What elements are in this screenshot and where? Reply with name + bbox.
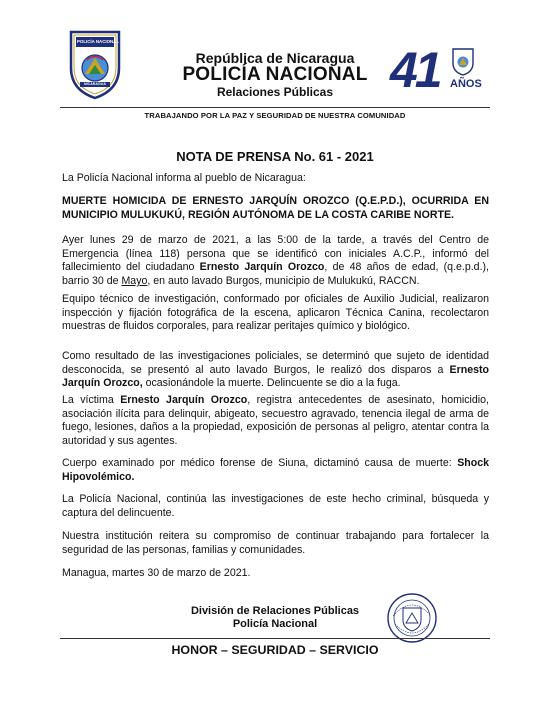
signature-line-2: Policía Nacional: [232, 618, 318, 630]
dateline: Managua, martes 30 de marzo de 2021.: [62, 567, 251, 579]
anniversary-logo: [390, 44, 486, 104]
logo-text-bottom: NICARAGUA: [84, 82, 106, 86]
official-seal-stamp: [386, 592, 438, 644]
header-institution: POLICÍA NACIONAL: [182, 64, 368, 85]
header-republic: República de Nicaragua: [195, 50, 355, 66]
header-department: Relaciones Públicas: [216, 85, 334, 99]
paragraph-5: [62, 457, 489, 484]
p4-text-a: La víctima: [62, 394, 121, 406]
paragraph-4: [62, 394, 489, 449]
header-rule: [60, 107, 490, 108]
anniversary-shield-icon: [452, 48, 474, 76]
victim-name: Ernesto Jarquín Orozco: [120, 394, 248, 406]
headline: MUERTE HOMICIDA DE ERNESTO JARQUÍN OROZCO (Q.E.P.D.), OCURRIDA EN MUNICIPIO MULUKUKÚ, REGIÓN AUTÓNOMA DE LA COSTA CARIBE NORTE.: [62, 195, 489, 221]
p4-text-b: , registra antecedentes de asesinato, homicidio, asociación ilícita para delinquir, abigeato, secuestro agravado, tenencia ilegal de arma de fuego, lesiones, daños a la propiedad, exposición de personas al peligro, atentar contra la autoridad y sus agentes.: [62, 394, 489, 448]
policia-nacional-shield-logo: [68, 28, 122, 100]
mayo-link[interactable]: Mayo: [121, 275, 148, 288]
victim-name: Ernesto Jarquín Orozco: [199, 261, 325, 274]
p3-text-a: Como resultado de las investigaciones policiales, se determinó que sujeto de identidad desconocida, se presentó al auto lavado Burgos, le realizó dos disparos a: [62, 350, 489, 376]
logo-text-top: POLICÍA NACIONAL: [77, 39, 120, 44]
p5-text-a: Cuerpo examinado por médico forense de Siuna, dictaminó causa de muerte:: [62, 457, 458, 469]
cause-of-death: Shock Hipovolémico.: [62, 457, 489, 483]
victim-name: Ernesto Jarquín Orozco,: [62, 363, 489, 390]
intro-paragraph: La Policía Nacional informa al pueblo de Nicaragua:: [62, 172, 306, 184]
p3-text-b: ocasionándole la muerte. Delincuente se dio a la fuga.: [142, 377, 401, 390]
anniversary-number: 41: [390, 42, 440, 98]
press-release-title: NOTA DE PRENSA No. 61 - 2021: [176, 149, 374, 164]
anniversary-word: AÑOS: [450, 78, 482, 90]
paragraph-1: [62, 234, 489, 289]
footer-motto: HONOR – SEGURIDAD – SERVICIO: [171, 643, 379, 657]
footer-rule: [60, 638, 490, 639]
paragraph-7: Nuestra institución reitera su compromiso de continuar trabajando para fortalecer la seguridad de las personas, familias y comunidades.: [62, 530, 489, 556]
paragraph-2: Equipo técnico de investigación, conformado por oficiales de Auxilio Judicial, realizaron inspección y fijación fotográfica de la escena, aplicaron Técnica Canina, recolectaron muestras de fluidos corporales, para realizar peritajes químico y biológico.: [62, 293, 489, 333]
header-motto: TRABAJANDO POR LA PAZ Y SEGURIDAD DE NUESTRA COMUNIDAD: [144, 111, 406, 120]
paragraph-6: La Policía Nacional, continúa las investigaciones de este hecho criminal, búsqueda y captura del delincuente.: [62, 493, 489, 519]
p1-text-b: , de 48 años de edad, (q.e.p.d.), barrio 30 de: [62, 261, 489, 288]
paragraph-3: [62, 350, 489, 391]
p1-text-a: Ayer lunes 29 de marzo de 2021, a las 5:00 de la tarde, a través del Centro de Emergencia (línea 118) persona que se identificó con iniciales A.C.P., informó del fallecimiento del ciudadano: [62, 234, 489, 274]
p1-text-c: , en auto lavado Burgos, municipio de Mulukukú, RACCN.: [147, 275, 420, 288]
signature-line-1: División de Relaciones Públicas: [190, 605, 360, 617]
